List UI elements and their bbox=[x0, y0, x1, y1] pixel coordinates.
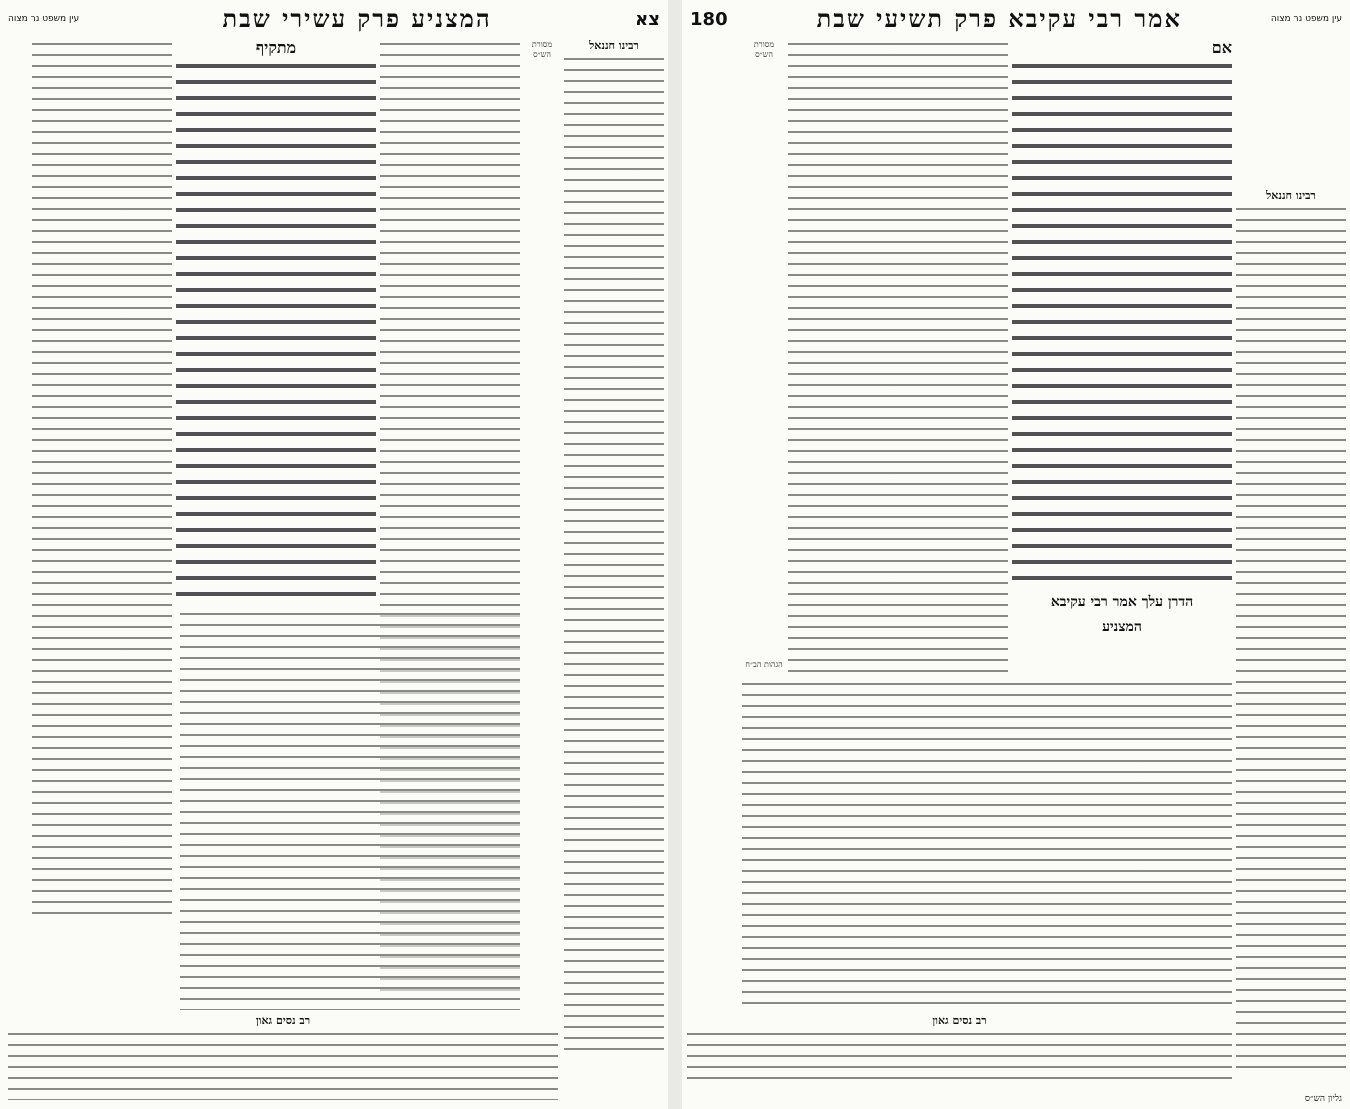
right-lower-commentary bbox=[742, 680, 1232, 1010]
right-mishna-word: המצניע bbox=[1102, 619, 1142, 635]
right-running-title: אמר רבי עקיבא פרק תשיעי שבת bbox=[816, 4, 1182, 33]
right-hadran-block bbox=[1012, 590, 1232, 670]
left-running-title: המצניע פרק עשירי שבת bbox=[222, 4, 492, 33]
right-bottom-section bbox=[687, 1015, 1232, 1090]
right-outer-text bbox=[1236, 205, 1346, 1070]
right-opening-word: אם bbox=[1211, 40, 1232, 57]
right-outer-commentary bbox=[1236, 40, 1346, 1070]
left-bottom-section bbox=[8, 1015, 558, 1105]
left-bottom-heading: רב נסים גאון bbox=[255, 1015, 311, 1027]
left-gemara-column bbox=[176, 40, 376, 600]
left-opening-word: מתקיף bbox=[255, 40, 297, 57]
left-lower-commentary bbox=[180, 610, 520, 1010]
left-masoret: מסורת הש״ס bbox=[531, 40, 553, 59]
right-page bbox=[682, 0, 1350, 1109]
left-folio-number: צא bbox=[635, 8, 660, 30]
right-commentary-heading: רבינו חננאל bbox=[1266, 189, 1316, 202]
right-hagahot-label: הגהות הב״ח bbox=[745, 660, 783, 669]
left-corner-label: עין משפט נר מצוה bbox=[8, 14, 80, 24]
left-commentary-heading: רבינו חננאל bbox=[589, 40, 639, 52]
right-inner-commentary bbox=[788, 40, 1008, 680]
right-gemara-text bbox=[1012, 60, 1232, 580]
right-hadran-title: הדרן עלך אמר רבי עקיבא bbox=[1050, 594, 1194, 610]
left-page-header bbox=[8, 4, 660, 34]
right-lower-text bbox=[742, 680, 1232, 1010]
right-inner-text bbox=[788, 40, 1008, 680]
right-gilyon-footer: גליון הש״ס bbox=[1304, 1094, 1342, 1104]
left-outer-text-block bbox=[564, 55, 664, 1055]
left-outer-commentary bbox=[564, 40, 664, 1055]
right-masoret-label: מסורת הש״ס bbox=[753, 40, 775, 59]
right-gemara-column bbox=[1012, 40, 1232, 580]
left-bottom-text bbox=[8, 1030, 558, 1100]
right-bottom-text bbox=[687, 1030, 1232, 1085]
left-page bbox=[0, 0, 668, 1109]
left-lower-text bbox=[180, 610, 520, 1010]
left-gemara-text bbox=[176, 60, 376, 600]
left-rashi-text bbox=[32, 40, 172, 920]
right-bottom-heading: רב נסים גאון bbox=[932, 1015, 987, 1027]
right-corner-label: עין משפט נר מצוה bbox=[1270, 14, 1342, 24]
right-folio-number: 180 bbox=[690, 8, 728, 30]
left-rashi-column bbox=[32, 40, 172, 920]
right-page-header bbox=[690, 4, 1342, 34]
binding-gutter bbox=[668, 0, 682, 1109]
